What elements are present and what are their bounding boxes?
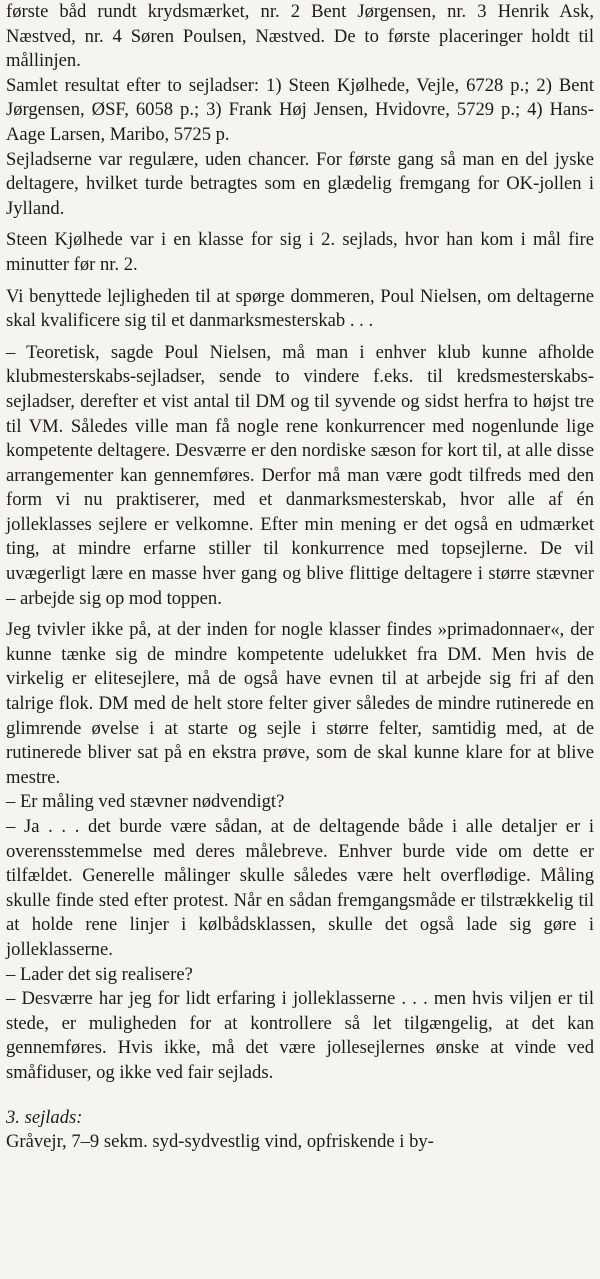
- section-heading-third-race: 3. sejlads:: [6, 1106, 83, 1128]
- paragraph-answer-measuring: – Ja . . . det burde være sådan, at de deltagende både i alle detaljer er i overensstemmelse med deres målebreve. Enhver burde vide om dette er tilfældet. Generelle målinger skulle således være helt overflødige. Måling skulle finde sted efter protest. Når en sådan fremgangsmåde er tilstrækkelig til at holde rene linjer i kølbådsklassen, skulle det også lade sig gøre i jolleklasserne.: [6, 816, 594, 960]
- paragraph-question-measuring: – Er måling ved stævner nødvendigt?: [6, 791, 285, 813]
- paragraph-primadonnas: Jeg tvivler ikke på, at der inden for nogle klasser findes »primadonnaer«, der kunne tænke sig de mindre kompetente udelukket fra DM. Men hvis de virkelig er elitesejlere, må de også have evnen til at arbejde sig fri af den talrige flok. DM med de helt store felter giver således de mindre rutinerede en glimrende øvelse i at starte og sejle i større felter, samtidig med, at de rutinerede bliver sat på en ekstra prøve, som de skal kunne klare for at blive mestre.: [6, 619, 594, 788]
- paragraph-kjolhede: Steen Kjølhede var i en klasse for sig i 2. sejlads, hvor han kom i mål fire minutter før nr. 2.: [6, 229, 594, 275]
- paragraph-answer-theory: – Teoretisk, sagde Poul Nielsen, må man i enhver klub kunne afholde klubmesterskabs-sejladser, sende to vindere f.eks. til kredsmesterskabs-sejladser, derefter et vist antal til DM og til syvende og sidst herfra to højst tre til VM. Således ville man få nogle rene konkurrencer med nogenlunde lige kompetente deltagere. Desværre er den nordiske sæson for kort til, at alle disse arrangementer kan gennemføres. Derfor må man være godt tilfreds med den form vi nu praktiserer, med et danmarksmesterskab, hvor alle af én jolleklasses sejlere er velkomne. Efter min mening er det også en udmærket ting, at mindre erfarne stiller til konkurrence med topsejlerne. De vil uvægerligt lære en masse hver gang og blive flittige deltagere i større stævner – arbejde sig op mod toppen.: [6, 341, 594, 609]
- paragraph-answer-realise: – Desværre har jeg for lidt erfaring i jolleklasserne . . . men hvis viljen er til stede, er muligheden for at kontrollere så let tilgængelig, at det kan gennemføres. Hvis ikke, må det være jollesejlernes ønske at vinde ved småfiduser, og ikke ved fair sejlads.: [6, 988, 594, 1083]
- paragraph-question-qualify: Vi benyttede lejligheden til at spørge dommeren, Poul Nielsen, om deltagerne skal kvalificere sig til et danmarksmesterskab . . .: [6, 285, 594, 332]
- paragraph-regular-races: Sejladserne var regulære, uden chancer. For første gang så man en del jyske deltagere, hvilket turde betragtes som en glædelig fremgang for OK-jollen i Jylland.: [6, 148, 594, 219]
- paragraph-overall-result: Samlet resultat efter to sejladser: 1) Steen Kjølhede, Vejle, 6728 p.; 2) Bent Jørgensen, ØSF, 6058 p.; 3) Frank Høj Jensen, Hvidovre, 5729 p.; 4) Hans-Aage Larsen, Maribo, 5725 p.: [6, 74, 594, 145]
- paragraph-third-race-weather: Gråvejr, 7–9 sekm. syd-sydvestlig vind, opfriskende i by-: [6, 1131, 434, 1153]
- paragraph-race-placings: første båd rundt krydsmærket, nr. 2 Bent Jørgensen, nr. 3 Henrik Ask, Næstved, nr. 4 Søren Poulsen, Næstved. De to første placeringer holdt til mållinjen.: [6, 1, 594, 72]
- paragraph-question-realise: – Lader det sig realisere?: [6, 963, 193, 985]
